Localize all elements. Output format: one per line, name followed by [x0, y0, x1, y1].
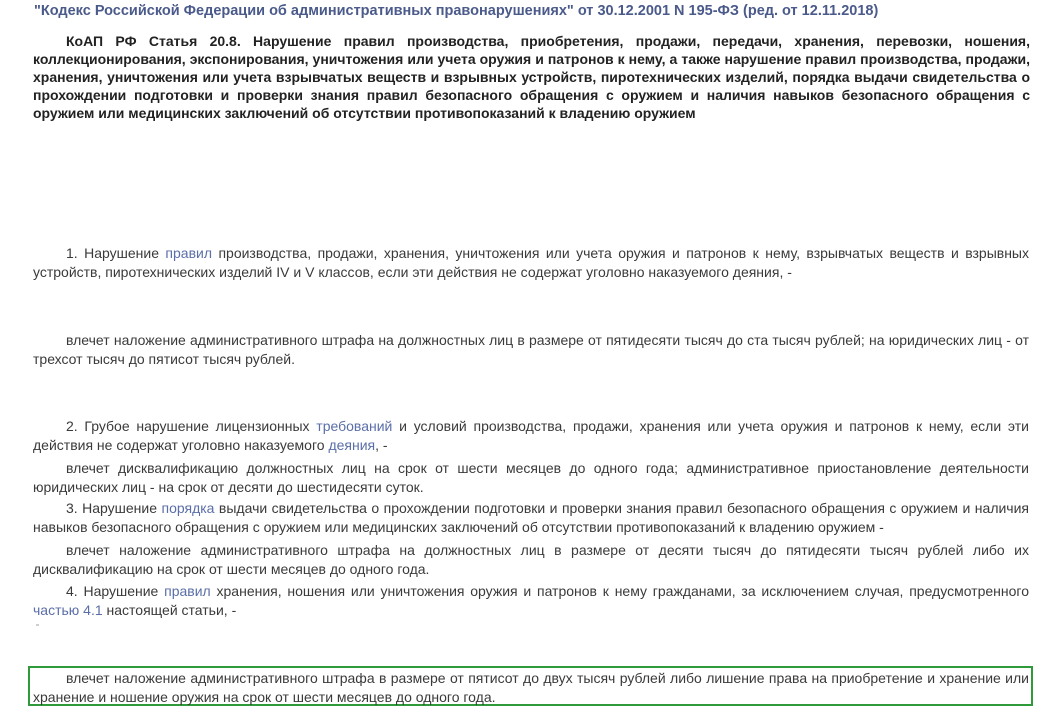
paragraph-1	[33, 244, 1029, 282]
paragraph-1-text-after: производства, продажи, хранения, уничтожения или учета оружия и патронов к нему, взрывчатых веществ и взрывных устройств, пиротехнических изделий IV и V классов, если эти действия не содержат уголовно наказуемого деяния, -	[33, 245, 1029, 280]
paragraph-7-text-middle: хранения, ношения или уничтожения оружия и патронов к нему гражданами, за исключением случая, предусмотренного	[210, 583, 1029, 599]
link-rules-storage[interactable]: правил	[164, 583, 211, 599]
paragraph-3-text-after: , -	[375, 437, 388, 453]
link-procedure[interactable]: порядка	[161, 500, 215, 516]
paragraph-2: влечет наложение административного штрафа на должностных лиц в размере от пятидесяти тысяч до ста тысяч рублей; на юридических лиц - от трехсот тысяч до пятисот тысяч рублей.	[33, 332, 1029, 367]
link-deed[interactable]: деяния	[328, 437, 376, 453]
paragraph-6: влечет наложение административного штрафа на должностных лиц в размере от десяти тысяч до пятидесяти тысяч рублей либо их дисквалификацию на срок от шести месяцев до одного года.	[33, 542, 1029, 577]
paragraph-7-text-after: настоящей статьи, -	[102, 602, 237, 618]
paragraph-7-text-before: 4. Нарушение	[66, 583, 165, 599]
article-title: КоАП РФ Статья 20.8. Нарушение правил производства, приобретения, продажи, передачи, хранения, перевозки, ношения, коллекционирования, экспонирования, уничтожения или учета оружия и патронов к нему, а также нарушение правил производства, продажи, хранения, уничтожения или учета взрывчатых веществ и взрывных устройств, пиротехнических изделий, порядка выдачи свидетельства о прохождении подготовки и проверки знания правил безопасного обращения с оружием и наличия навыков безопасного обращения с оружием или медицинских заключений об отсутствии противопоказаний к владению оружием	[33, 33, 1030, 121]
paragraph-3-text-before: 2. Грубое нарушение лицензионных	[66, 418, 317, 434]
paragraph-4: влечет дисквалификацию должностных лиц на срок от шести месяцев до одного года; административное приостановление деятельности юридических лиц - на срок от десяти до шестидесяти суток.	[33, 460, 1029, 495]
link-requirements[interactable]: требований	[316, 418, 393, 434]
link-rules[interactable]: правил	[165, 245, 213, 261]
paragraph-8-highlighted: влечет наложение административного штрафа в размере от пятисот до двух тысяч рублей либо лишение права на приобретение и хранение или хранение и ношение оружия на срок от шести месяцев до одного года.	[33, 670, 1029, 705]
paragraph-1-text-before: 1. Нарушение	[66, 245, 166, 261]
document-header: "Кодекс Российской Федерации об административных правонарушениях" от 30.12.2001 N 195-ФЗ (ред. от 12.11.2018)	[34, 3, 879, 19]
paragraph-3-text-middle: и условий производства, продажи, хранения или учета оружия и патронов к нему, если эти действия не содержат уголовно наказуемого	[33, 418, 1029, 453]
paragraph-7	[33, 582, 1029, 620]
link-part-4-1[interactable]: частью 4.1	[33, 602, 103, 618]
paragraph-5-text-after: выдачи свидетельства о прохождении подготовки и проверки знания правил безопасного обращения с оружием и наличия навыков безопасного обращения с оружием или медицинских заключений об отсутствии противопоказаний к владению оружием -	[33, 500, 1030, 535]
paragraph-5	[33, 499, 1029, 537]
decorative-dot	[36, 624, 39, 626]
paragraph-5-text-before: 3. Нарушение	[66, 500, 162, 516]
paragraph-3	[33, 417, 1029, 455]
